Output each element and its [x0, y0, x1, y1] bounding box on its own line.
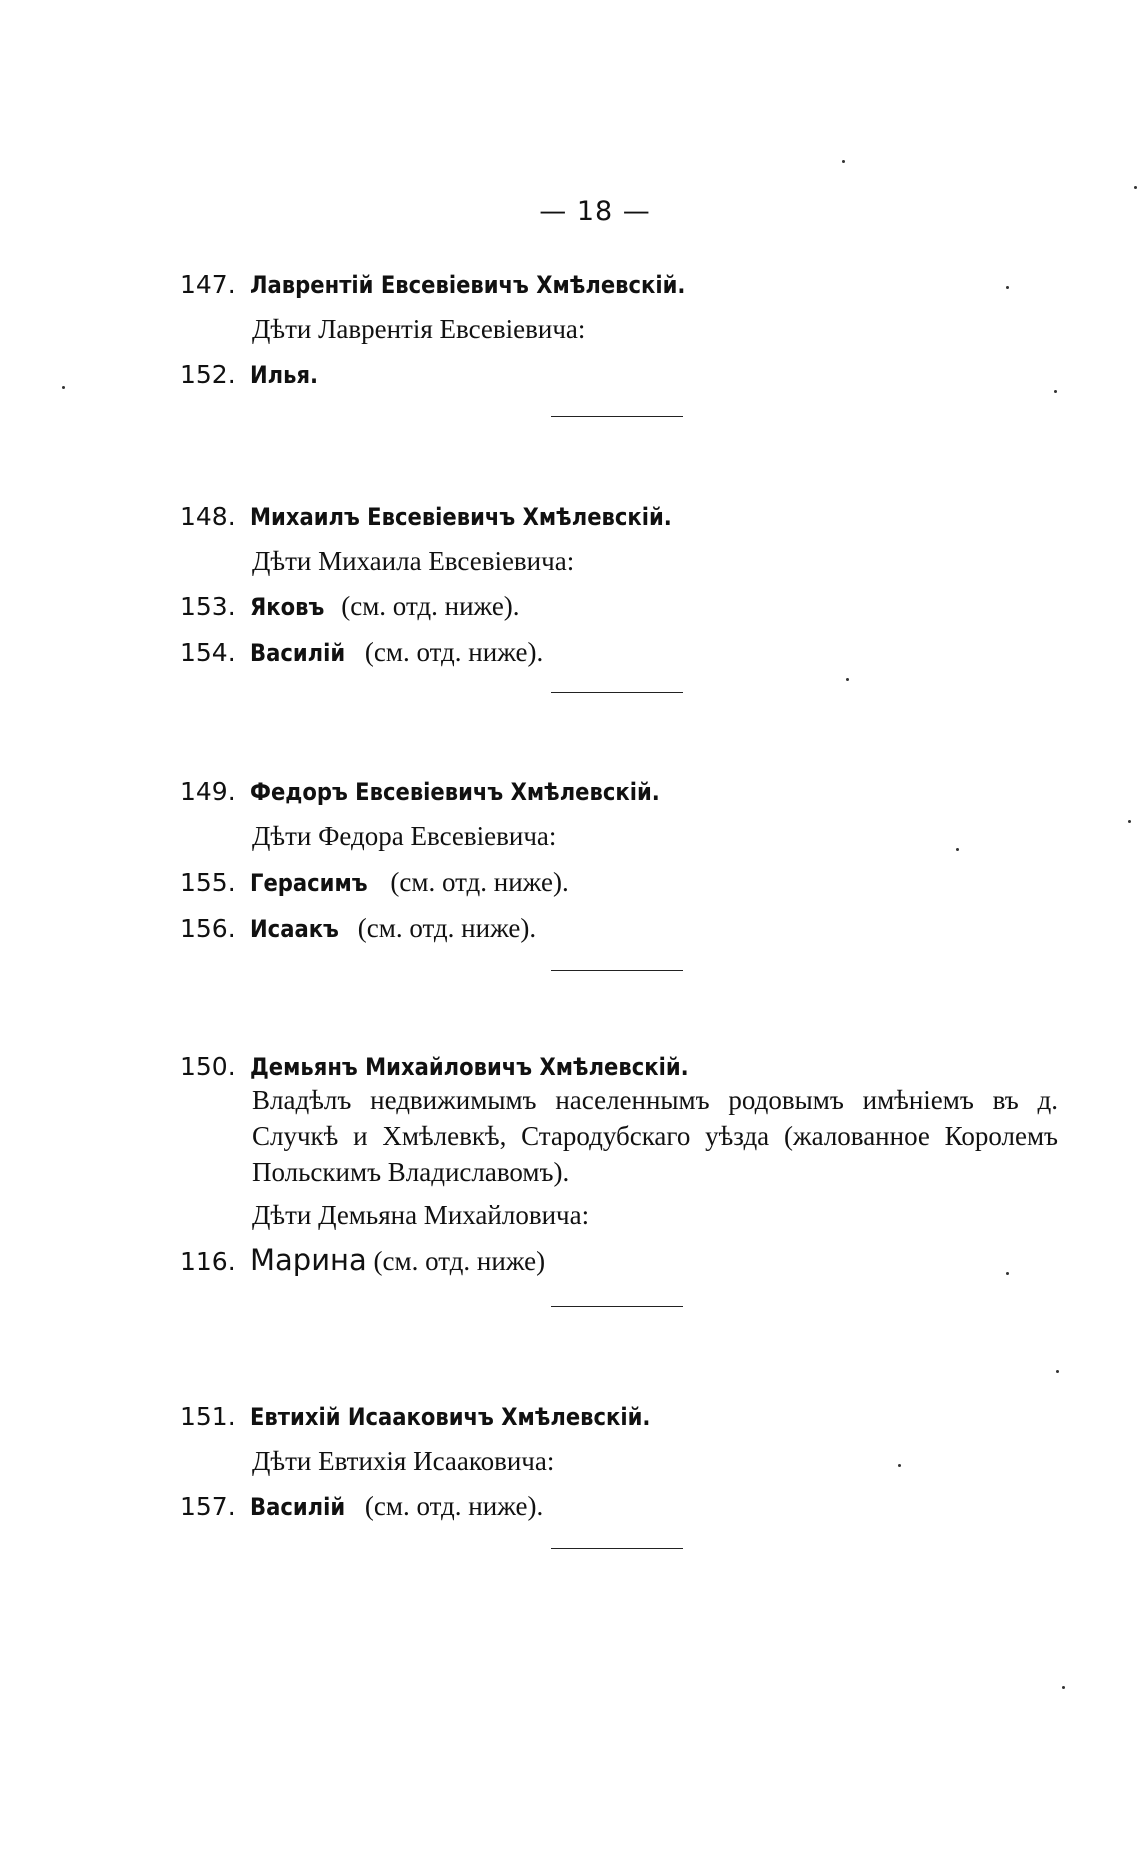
child-entry [180, 636, 543, 669]
children-header: Дѣти Евтихія Исааковича: [252, 1446, 555, 1476]
child-name: Яковъ [250, 593, 325, 621]
scan-speck [898, 1464, 901, 1467]
entry-heading [180, 268, 745, 301]
entry-number: 149. [180, 777, 236, 806]
scan-speck [956, 848, 959, 851]
scan-speck [1054, 390, 1057, 393]
child-name: Василій [250, 1493, 346, 1521]
scan-speck [1006, 286, 1009, 289]
child-name: Илья. [250, 361, 319, 389]
child-name: Марина [250, 1243, 367, 1277]
child-entry [180, 590, 520, 623]
person-name: Лаврентій Евсевіевичъ Хмѣлевскій. [250, 271, 686, 299]
child-entry [180, 358, 327, 391]
child-note: (см. отд. ниже). [383, 867, 569, 897]
child-entry [180, 866, 569, 899]
separator-rule [551, 1306, 683, 1307]
child-note: (см. отд. ниже) [366, 1246, 546, 1276]
entry-description: Владѣлъ недвижимымъ населеннымъ родовымъ имѣніемъ въ д. Случкѣ и Хмѣлевкѣ, Стародубскаго уѣзда (жалованное Королемъ Польскимъ Владиславомъ). [252, 1085, 1058, 1187]
child-note: (см. отд. ниже). [358, 1491, 544, 1521]
children-header: Дѣти Демьяна Михайловича: [252, 1200, 590, 1230]
child-entry [180, 912, 536, 945]
child-number: 152. [180, 360, 236, 389]
child-entry [180, 1244, 545, 1278]
scan-speck [846, 678, 849, 681]
child-number: 116. [180, 1247, 236, 1276]
scan-speck [1134, 186, 1137, 189]
child-note: (см. отд. ниже). [334, 591, 520, 621]
child-name: Исаакъ [250, 915, 339, 943]
scan-speck [1062, 1686, 1065, 1689]
child-number: 153. [180, 592, 236, 621]
child-number: 154. [180, 638, 236, 667]
children-header: Дѣти Федора Евсевіевича: [252, 821, 557, 851]
person-name: Федоръ Евсевіевичъ Хмѣлевскій. [250, 778, 660, 806]
child-name: Герасимъ [250, 869, 368, 897]
child-note: (см. отд. ниже). [358, 637, 544, 667]
entry-number: 147. [180, 270, 236, 299]
scan-speck [842, 160, 845, 163]
person-name: Демьянъ Михайловичъ Хмѣлевскій. [250, 1053, 689, 1081]
scan-speck [1128, 820, 1131, 823]
entry-heading [180, 1400, 705, 1433]
separator-rule [551, 1548, 683, 1549]
separator-rule [551, 692, 683, 693]
child-number: 155. [180, 868, 236, 897]
scan-speck [1006, 1272, 1009, 1275]
scan-speck [62, 386, 65, 389]
entry-heading [180, 500, 729, 533]
child-number: 156. [180, 914, 236, 943]
child-name: Василій [250, 639, 346, 667]
child-note: (см. отд. ниже). [351, 913, 537, 943]
entry-number: 150. [180, 1052, 236, 1081]
child-number: 157. [180, 1492, 236, 1521]
scan-speck [1056, 1370, 1059, 1373]
separator-rule [551, 416, 683, 417]
entry-heading [180, 775, 716, 808]
entry-heading [180, 1050, 748, 1083]
separator-rule [551, 970, 683, 971]
children-header: Дѣти Лаврентія Евсевіевича: [252, 314, 586, 344]
entry-number: 151. [180, 1402, 236, 1431]
person-name: Евтихій Исааковичъ Хмѣлевскій. [250, 1403, 651, 1431]
children-header: Дѣти Михаила Евсевіевича: [252, 546, 575, 576]
entry-number: 148. [180, 502, 236, 531]
person-name: Михаилъ Евсевіевичъ Хмѣлевскій. [250, 503, 672, 531]
child-entry [180, 1490, 543, 1523]
page-number: — 18 — [539, 196, 651, 227]
